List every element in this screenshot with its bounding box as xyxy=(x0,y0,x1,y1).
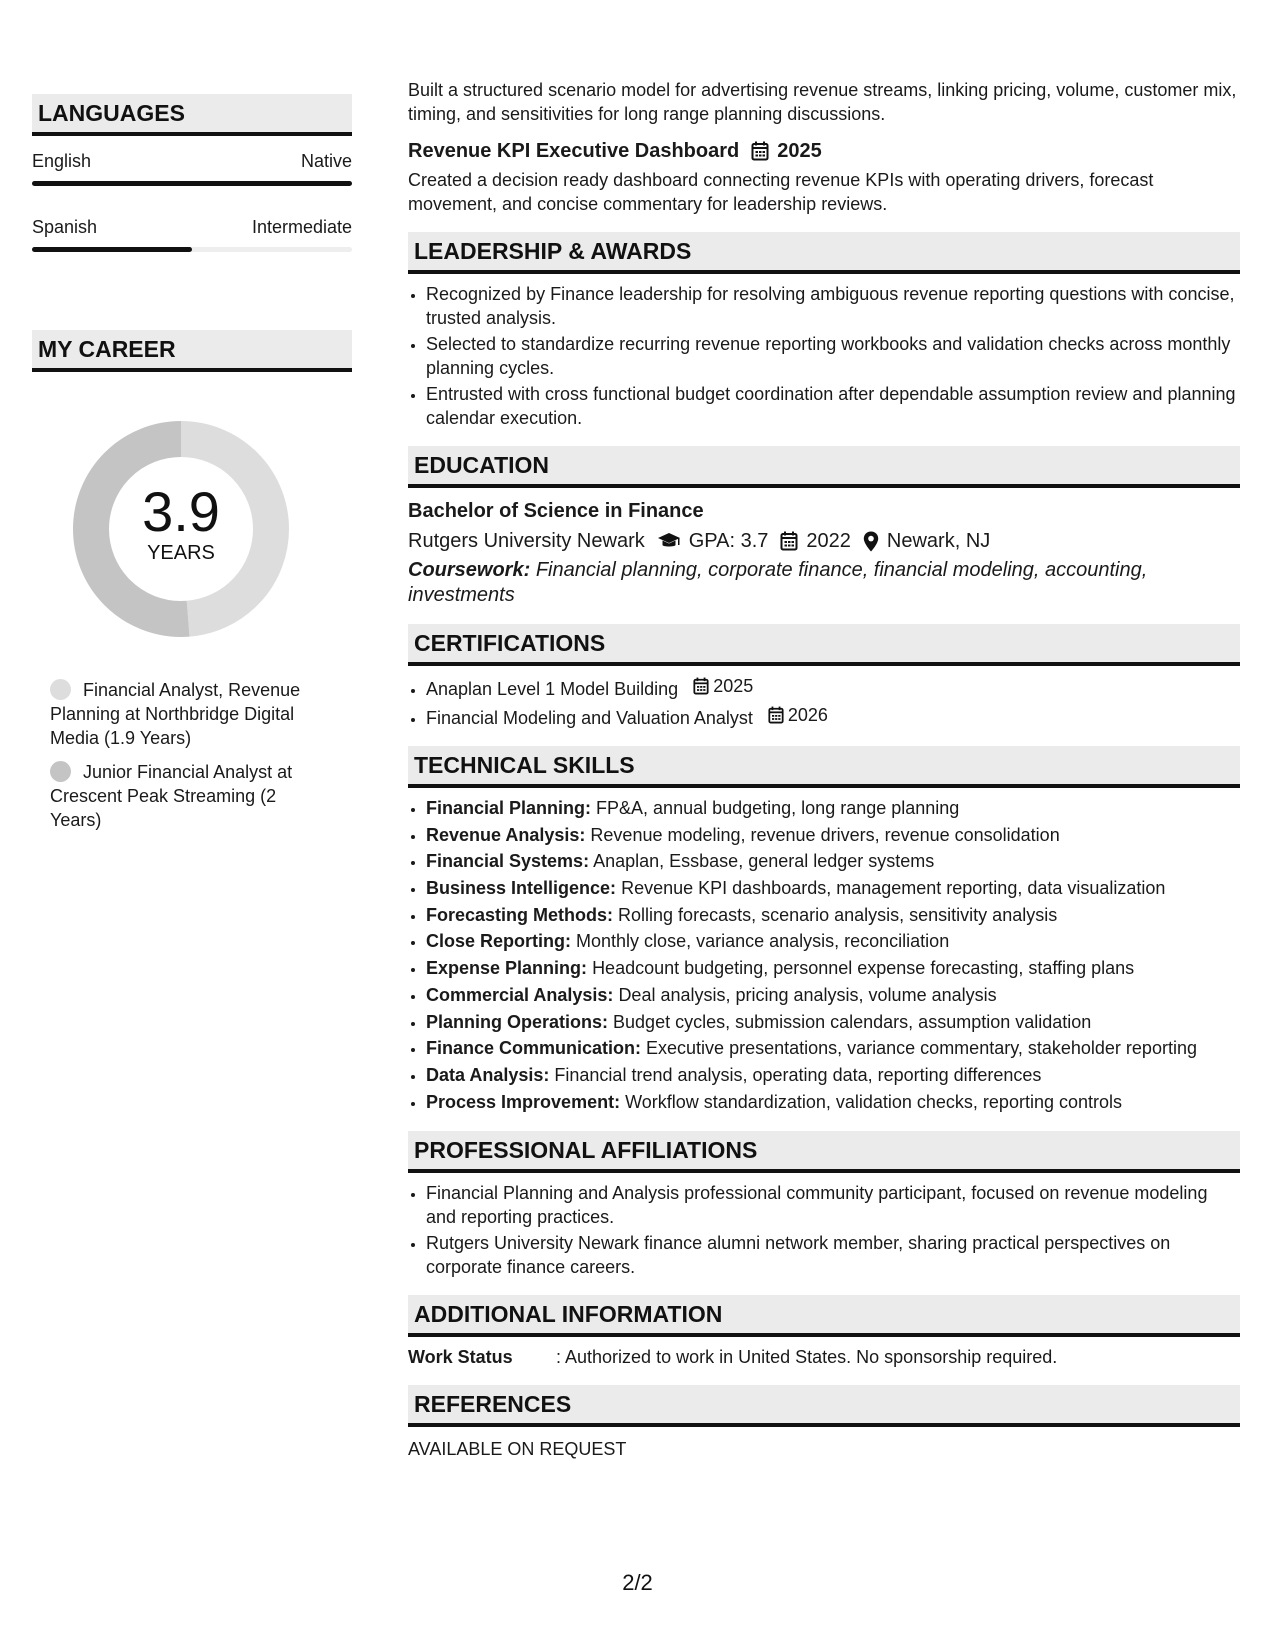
skill-label: Finance Communication: xyxy=(426,1038,642,1059)
skill-text: Workflow standardization, validation checks, reporting controls xyxy=(625,1091,1123,1112)
calendar-icon xyxy=(751,141,769,161)
certification-name: Anaplan Level 1 Model Building xyxy=(426,679,679,699)
list-item xyxy=(426,956,1240,981)
skill-text: FP&A, annual budgeting, long range planning xyxy=(596,798,960,818)
projects-section xyxy=(408,78,1240,216)
skill-label: Data Analysis: xyxy=(426,1064,550,1085)
language-bar-fill xyxy=(32,247,192,252)
career-legend xyxy=(32,678,352,832)
list-item xyxy=(426,1090,1240,1115)
career-legend-item xyxy=(50,760,322,832)
skill-label: Business Intelligence: xyxy=(426,878,617,899)
certifications-heading: CERTIFICATIONS xyxy=(408,624,1240,666)
career-donut-chart xyxy=(66,414,296,644)
list-item xyxy=(426,849,1240,874)
education-gpa: GPA: 3.7 xyxy=(688,530,769,552)
certification-year: 2026 xyxy=(787,705,828,725)
leadership-section xyxy=(408,232,1240,430)
references-section xyxy=(408,1385,1240,1461)
career-job-label: Junior Financial Analyst at Crescent Peak Streaming (2 Years) xyxy=(50,762,293,830)
work-status-row xyxy=(408,1345,1240,1369)
language-item xyxy=(32,216,352,252)
additional-info-heading: ADDITIONAL INFORMATION xyxy=(408,1295,1240,1337)
skill-text: Deal analysis, pricing analysis, volume analysis xyxy=(618,984,997,1005)
languages-heading: LANGUAGES xyxy=(32,94,352,136)
skill-text: Revenue KPI dashboards, management reporting, data visualization xyxy=(621,878,1166,899)
certification-name: Financial Modeling and Valuation Analyst xyxy=(426,708,753,728)
language-name: Spanish xyxy=(32,217,98,237)
skill-label: Forecasting Methods: xyxy=(426,904,614,925)
skill-label: Revenue Analysis: xyxy=(426,824,586,845)
education-school: Rutgers University Newark xyxy=(408,530,645,552)
language-bar xyxy=(32,247,352,252)
affiliations-heading: PROFESSIONAL AFFILIATIONS xyxy=(408,1131,1240,1173)
education-section xyxy=(408,446,1240,608)
skill-text: Anaplan, Essbase, general ledger systems xyxy=(593,851,935,872)
skill-text: Headcount budgeting, personnel expense forecasting, staffing plans xyxy=(592,958,1135,979)
list-item xyxy=(426,796,1240,821)
list-item xyxy=(426,929,1240,954)
career-total-years: 3.9 xyxy=(142,480,220,543)
languages-section xyxy=(32,94,352,252)
references-text: AVAILABLE ON REQUEST xyxy=(408,1438,627,1459)
project-description: Built a structured scenario model for advertising revenue streams, linking pricing, volume, customer mix, timing, and sensitivities for long range planning discussions. xyxy=(408,80,1237,124)
skill-text: Executive presentations, variance commentary, stakeholder reporting xyxy=(646,1038,1197,1059)
list-item: • Recognized by Finance leadership for resolving ambiguous revenue reporting questions with concise, trusted analysis. xyxy=(426,282,1240,330)
work-status-label: Work Status xyxy=(408,1346,513,1367)
skills-heading: TECHNICAL SKILLS xyxy=(408,746,1240,788)
language-level: Intermediate xyxy=(251,217,352,237)
skill-text: Monthly close, variance analysis, reconciliation xyxy=(576,931,950,952)
skills-section xyxy=(408,746,1240,1115)
list-item: • Financial Planning and Analysis professional community participant, focused on revenue modeling and reporting practices. xyxy=(426,1181,1240,1229)
language-item xyxy=(32,150,352,186)
list-item xyxy=(426,674,1240,701)
affiliations-section xyxy=(408,1131,1240,1279)
list-item xyxy=(426,703,1240,730)
language-level: Native xyxy=(300,151,352,171)
project-description: Created a decision ready dashboard connecting revenue KPIs with operating drivers, forecast movement, and concise commentary for leadership reviews. xyxy=(408,170,1154,214)
education-year: 2022 xyxy=(806,530,851,552)
list-item: • Selected to standardize recurring revenue reporting workbooks and validation checks across monthly planning cycles. xyxy=(426,332,1240,380)
references-heading: REFERENCES xyxy=(408,1385,1240,1427)
skill-label: Commercial Analysis: xyxy=(426,984,614,1005)
skill-text: Rolling forecasts, scenario analysis, sensitivity analysis xyxy=(618,904,1058,925)
list-item xyxy=(426,1036,1240,1061)
legend-dot-icon xyxy=(50,679,71,700)
skill-label: Close Reporting: xyxy=(426,931,572,952)
graduation-cap-icon xyxy=(657,532,681,550)
education-heading: EDUCATION xyxy=(408,446,1240,488)
education-location: Newark, NJ xyxy=(886,530,991,552)
list-item: • Entrusted with cross functional budget coordination after dependable assumption review and planning calendar execution. xyxy=(426,382,1240,430)
calendar-icon xyxy=(768,706,784,724)
left-column xyxy=(32,94,352,842)
language-name: English xyxy=(32,151,92,171)
coursework-label: Coursework: xyxy=(408,559,531,581)
education-degree: Bachelor of Science in Finance xyxy=(408,500,704,522)
leadership-heading: LEADERSHIP & AWARDS xyxy=(408,232,1240,274)
career-section xyxy=(32,330,352,832)
list-item xyxy=(426,876,1240,901)
map-pin-icon xyxy=(863,531,879,552)
list-item xyxy=(426,983,1240,1008)
skill-label: Process Improvement: xyxy=(426,1091,621,1112)
work-status-value: : Authorized to work in United States. No sponsorship required. xyxy=(556,1346,1058,1367)
skill-text: Budget cycles, submission calendars, assumption validation xyxy=(613,1011,1092,1032)
page-number: 2/2 xyxy=(622,1570,653,1595)
list-item xyxy=(426,1063,1240,1088)
list-item: • Rutgers University Newark finance alumni network member, sharing practical perspectives on corporate finance careers. xyxy=(426,1231,1240,1279)
list-item xyxy=(426,1010,1240,1035)
skill-label: Expense Planning: xyxy=(426,958,588,979)
legend-dot-icon xyxy=(50,761,71,782)
certifications-section xyxy=(408,624,1240,730)
career-years-unit: YEARS xyxy=(147,542,215,564)
language-bar-fill xyxy=(32,181,352,186)
career-heading: MY CAREER xyxy=(32,330,352,372)
project-title: Revenue KPI Executive Dashboard xyxy=(408,140,740,162)
project-title-row xyxy=(408,138,1240,164)
skill-label: Planning Operations: xyxy=(426,1011,609,1032)
education-meta xyxy=(408,528,1240,554)
career-job-label: Financial Analyst, Revenue Planning at Northbridge Digital Media (1.9 Years) xyxy=(50,680,301,748)
skill-text: Revenue modeling, revenue drivers, revenue consolidation xyxy=(590,824,1060,845)
skill-label: Financial Planning: xyxy=(426,798,592,818)
certification-year: 2025 xyxy=(713,676,754,696)
list-item xyxy=(426,903,1240,928)
coursework-text: Financial planning, corporate finance, financial modeling, accounting, investments xyxy=(408,559,1148,606)
language-bar xyxy=(32,181,352,186)
calendar-icon xyxy=(693,677,709,695)
skill-text: Financial trend analysis, operating data, reporting differences xyxy=(554,1064,1042,1085)
additional-info-section xyxy=(408,1295,1240,1369)
project-year: 2025 xyxy=(777,140,822,162)
education-coursework xyxy=(408,558,1240,608)
skill-label: Financial Systems: xyxy=(426,851,590,872)
right-column xyxy=(408,78,1240,1461)
calendar-icon xyxy=(780,531,798,551)
list-item xyxy=(426,823,1240,848)
career-legend-item xyxy=(50,678,322,750)
